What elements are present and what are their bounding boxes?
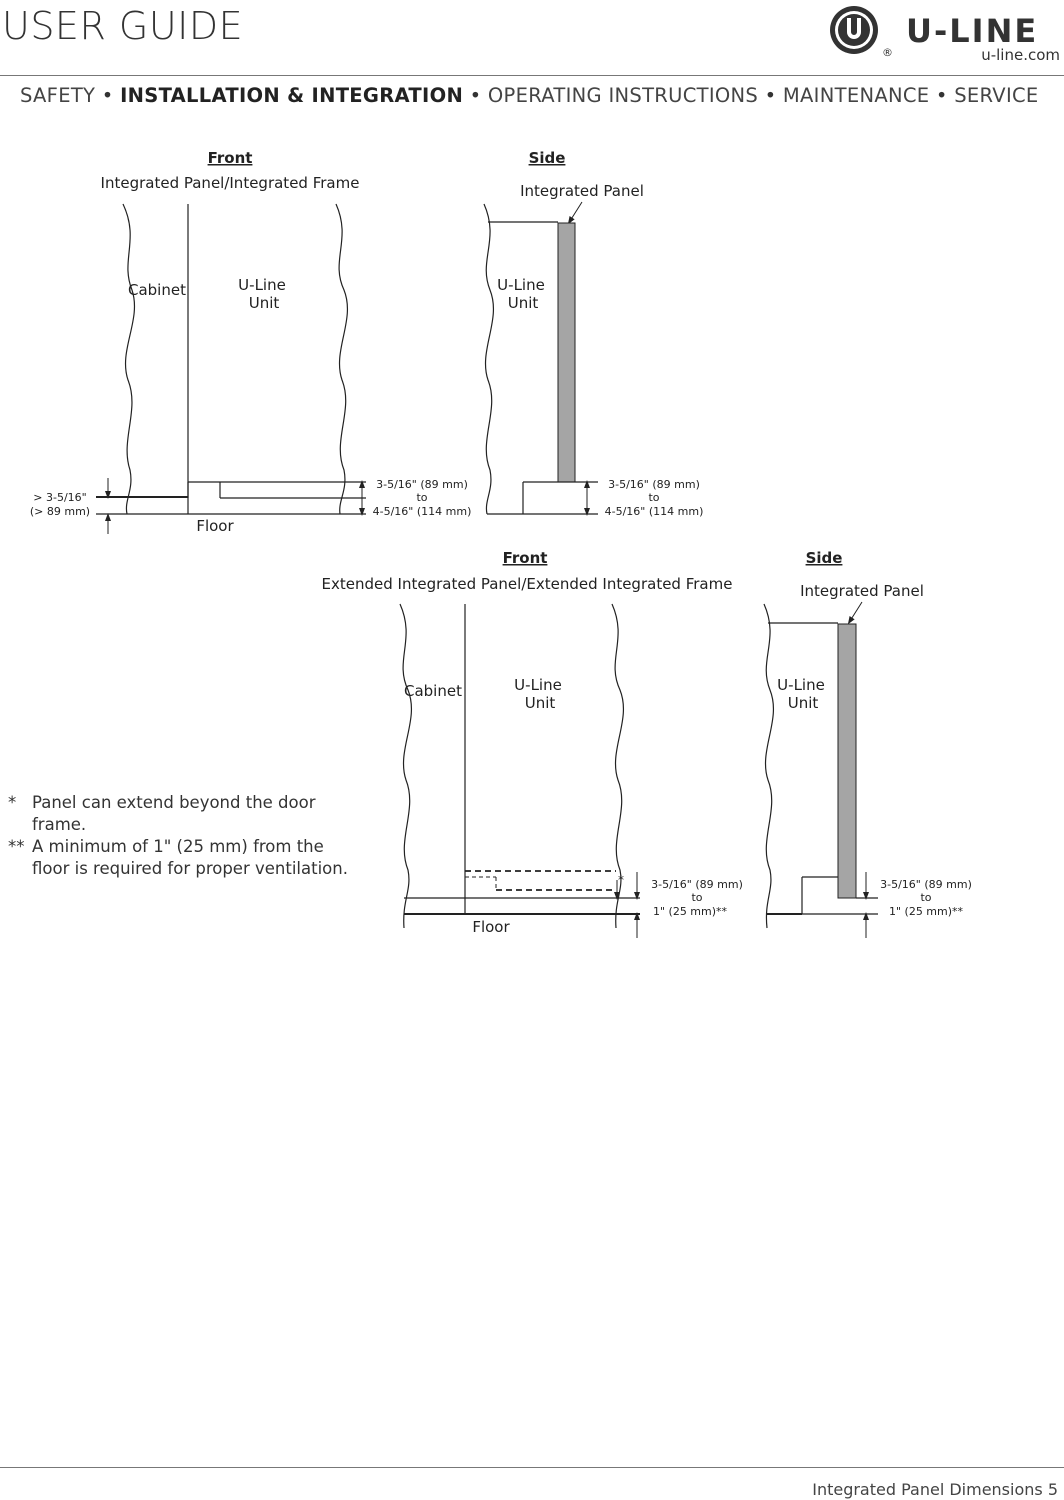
footnote-text: A minimum of 1" (25 mm) from the floor is required for proper ventilation. xyxy=(32,837,348,878)
ext-asterisk: * xyxy=(618,873,624,887)
footnotes xyxy=(8,792,348,880)
side-unit-label-line2: Unit xyxy=(507,294,539,312)
side-dimension-line1: 3-5/16" (89 mm) xyxy=(608,478,700,491)
footnote xyxy=(8,792,348,836)
diagram1-side-heading: Side xyxy=(528,149,566,167)
unit-label-line2: Unit xyxy=(248,294,280,312)
ext-floor-label: Floor xyxy=(472,918,510,936)
ext-side-dimension-line3: 1" (25 mm)** xyxy=(888,905,964,918)
diagram2-front-heading: Front xyxy=(502,549,548,567)
ext-cabinet-label: Cabinet xyxy=(404,682,462,700)
diagram1-side-subtitle: Integrated Panel xyxy=(520,182,644,200)
registered-mark: ® xyxy=(882,46,893,59)
dimension-line1: 3-5/16" (89 mm) xyxy=(376,478,468,491)
nav-maintenance[interactable]: MAINTENANCE xyxy=(782,84,930,107)
diagram2-front-subtitle: Extended Integrated Panel/Extended Integrated Frame xyxy=(321,575,733,593)
dimension-line3: 4-5/16" (114 mm) xyxy=(372,505,472,518)
dimension-line2: to xyxy=(416,491,428,504)
logo-url[interactable]: u-line.com xyxy=(981,46,1060,64)
footnote-text: Panel can extend beyond the door frame. xyxy=(32,793,316,834)
nav-separator: • xyxy=(469,84,482,107)
cabinet-wavy-edge xyxy=(123,204,134,514)
diagram1-side xyxy=(484,149,703,518)
ext-dimension-line1: 3-5/16" (89 mm) xyxy=(651,878,743,891)
logo-wordmark: U-LINE xyxy=(906,12,1039,50)
side-dimension-line2: to xyxy=(648,491,660,504)
nav-service[interactable]: SERVICE xyxy=(954,84,1039,107)
ext-unit-label-line1: U-Line xyxy=(514,676,562,694)
nav-separator: • xyxy=(935,84,948,107)
left-dimension-line2: (> 89 mm) xyxy=(29,505,91,518)
ext-dimension-line2: to xyxy=(691,891,703,904)
nav-separator: • xyxy=(101,84,114,107)
ext-side-wavy-edge xyxy=(764,604,773,928)
nav-safety[interactable]: SAFETY xyxy=(20,84,96,107)
page-footer-label: Integrated Panel Dimensions 5 xyxy=(812,1480,1058,1499)
diagram2-front xyxy=(322,549,743,938)
page-title: USER GUIDE xyxy=(2,4,244,48)
nav-operating[interactable]: OPERATING INSTRUCTIONS xyxy=(487,84,759,107)
unit-wavy-edge xyxy=(336,204,347,514)
footnote xyxy=(8,836,348,880)
footer-divider xyxy=(0,1467,1064,1468)
ext-side-dimension-line2: to xyxy=(920,891,932,904)
floor-label: Floor xyxy=(196,517,234,535)
ext-side-unit-label-line2: Unit xyxy=(787,694,819,712)
ext-side-dimension-line1: 3-5/16" (89 mm) xyxy=(880,878,972,891)
diagram2-side-subtitle: Integrated Panel xyxy=(800,582,924,600)
left-dimension-line1: > 3-5/16" xyxy=(33,491,87,504)
ext-cabinet-wavy-edge xyxy=(400,604,411,928)
ext-dimension-line3: 1" (25 mm)** xyxy=(652,905,728,918)
side-unit-label-line1: U-Line xyxy=(497,276,545,294)
footnote-mark: * xyxy=(8,793,17,812)
ext-unit-label-line2: Unit xyxy=(524,694,556,712)
diagram1-front-subtitle: Integrated Panel/Integrated Frame xyxy=(100,174,360,192)
diagram2-side xyxy=(764,549,972,938)
ext-integrated-panel-shape xyxy=(838,624,856,898)
diagram1-front-heading: Front xyxy=(207,149,253,167)
side-dimension-line3: 4-5/16" (114 mm) xyxy=(604,505,704,518)
cabinet-label: Cabinet xyxy=(128,281,186,299)
diagram1-front xyxy=(30,149,471,535)
side-wavy-edge xyxy=(484,204,493,514)
footnote-mark: ** xyxy=(8,837,25,856)
ext-side-unit-label-line1: U-Line xyxy=(777,676,825,694)
nav-installation[interactable]: INSTALLATION & INTEGRATION xyxy=(120,84,464,107)
unit-label-line1: U-Line xyxy=(238,276,286,294)
diagram2-side-heading: Side xyxy=(805,549,843,567)
nav-separator: • xyxy=(764,84,777,107)
integrated-panel-shape xyxy=(558,223,575,482)
